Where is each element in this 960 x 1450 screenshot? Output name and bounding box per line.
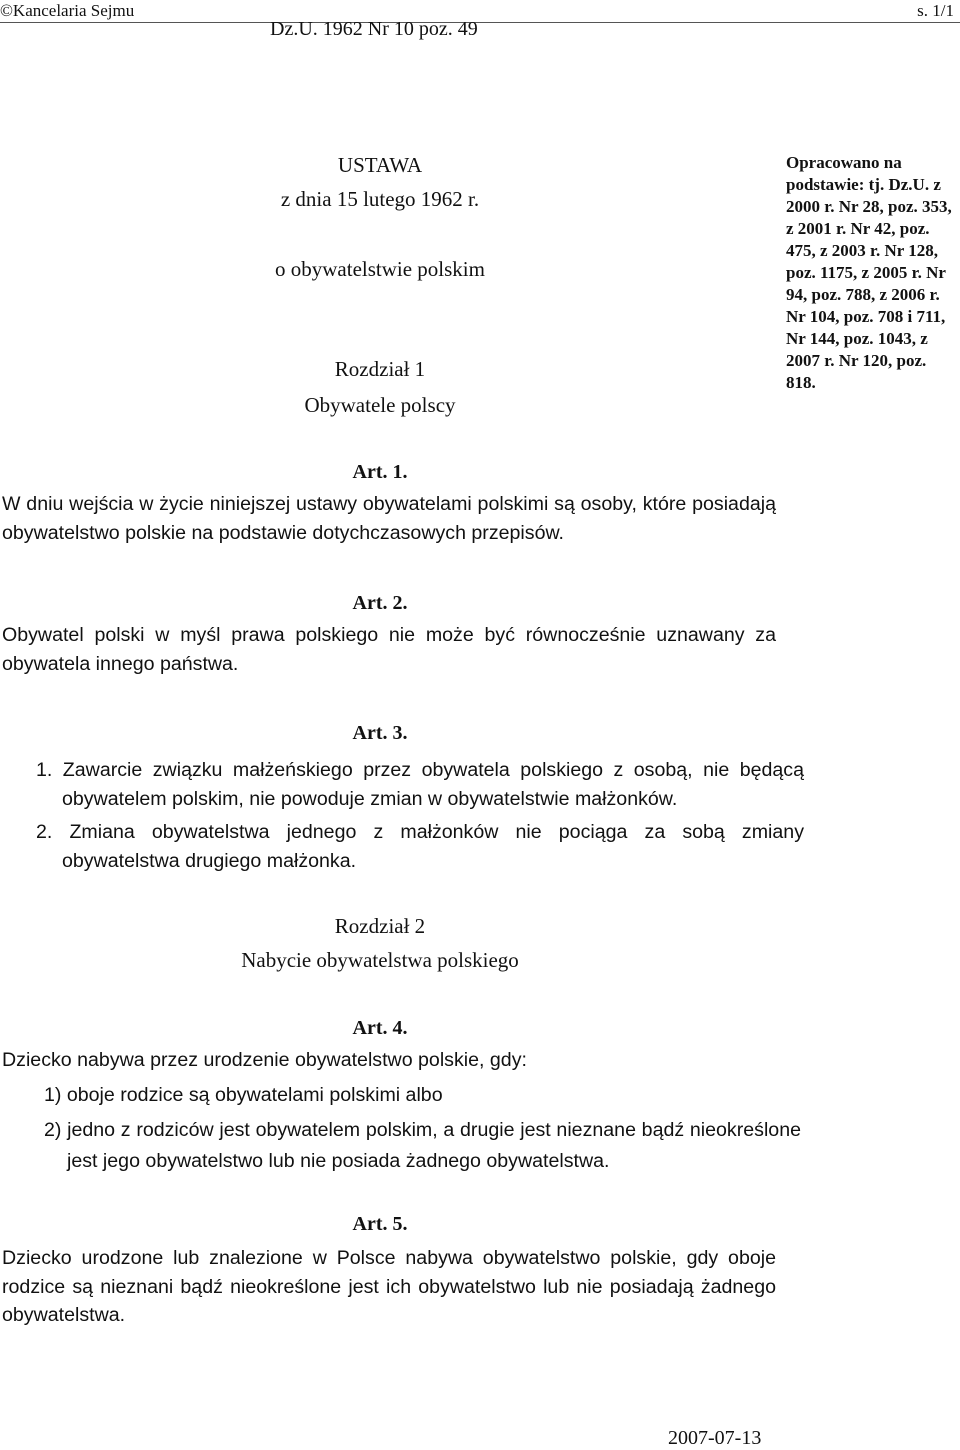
chapter-1-title: Obywatele polscy	[304, 393, 456, 417]
act-date: z dnia 15 lutego 1962 r.	[280, 187, 480, 211]
header-divider	[0, 22, 960, 23]
article-1-text: W dniu wejścia w życie niniejszej ustawy obywatelami polskimi są osoby, które posiadają obywatelstwo polskie na podstawie dotychczasowych przepisów.	[2, 493, 776, 544]
chapter-2-number: Rozdział 2	[334, 914, 426, 938]
journal-reference: Dz.U. 1962 Nr 10 poz. 49	[270, 18, 478, 40]
article-4-point-2: 2) jedno z rodziców jest obywatelem polskim, a drugie jest nieznane bądź nieokreślone jest jego obywatelstwo lub nie posiada żadnego obywatelstwa.	[44, 1119, 801, 1172]
article-4-point-1: 1) oboje rodzice są obywatelami polskimi albo	[44, 1084, 443, 1106]
page-number: s. 1/1	[917, 1, 954, 20]
header-copyright: ©Kancelaria Sejmu	[0, 1, 135, 20]
chapter-1-number: Rozdział 1	[334, 357, 426, 381]
article-4-heading: Art. 4.	[352, 1017, 408, 1039]
footer-date: 2007-07-13	[668, 1427, 762, 1449]
article-3-paragraph-1: 1. Zawarcie związku małżeńskiego przez obywatela polskiego z osobą, nie będącą obywatelem polskim, nie powoduje zmian w obywatelstwie małżonków.	[36, 759, 804, 810]
article-1-heading: Art. 1.	[352, 461, 408, 483]
act-title: o obywatelstwie polskim	[275, 257, 485, 281]
article-3-heading: Art. 3.	[352, 722, 408, 744]
article-4-intro: Dziecko nabywa przez urodzenie obywatelstwo polskie, gdy:	[2, 1049, 527, 1071]
article-5-heading: Art. 5.	[352, 1213, 408, 1235]
source-note: Opracowano na podstawie: tj. Dz.U. z 2000 r. Nr 28, poz. 353, z 2001 r. Nr 42, poz. 475, z 2003 r. Nr 128, poz. 1175, z 2005 r. Nr 94, poz. 788, z 2006 r. Nr 104, poz. 708 i 711, Nr 144, poz. 1043, z 2007 r. Nr 120, poz. 818.	[786, 153, 952, 392]
article-2-heading: Art. 2.	[352, 592, 408, 614]
chapter-2-title: Nabycie obywatelstwa polskiego	[241, 948, 519, 972]
article-2-text: Obywatel polski w myśl prawa polskiego nie może być równocześnie uznawany za obywatela innego państwa.	[2, 624, 776, 675]
article-5-text: Dziecko urodzone lub znalezione w Polsce nabywa obywatelstwo polskie, gdy oboje rodzice są nieznani bądź nieokreślone jest ich obywatelstwo lub nie posiadają żadnego obywatelstwa.	[2, 1247, 776, 1326]
article-3-paragraph-2: 2. Zmiana obywatelstwa jednego z małżonków nie pociąga za sobą zmiany obywatelstwa drugiego małżonka.	[36, 821, 804, 872]
act-type: USTAWA	[337, 153, 423, 177]
